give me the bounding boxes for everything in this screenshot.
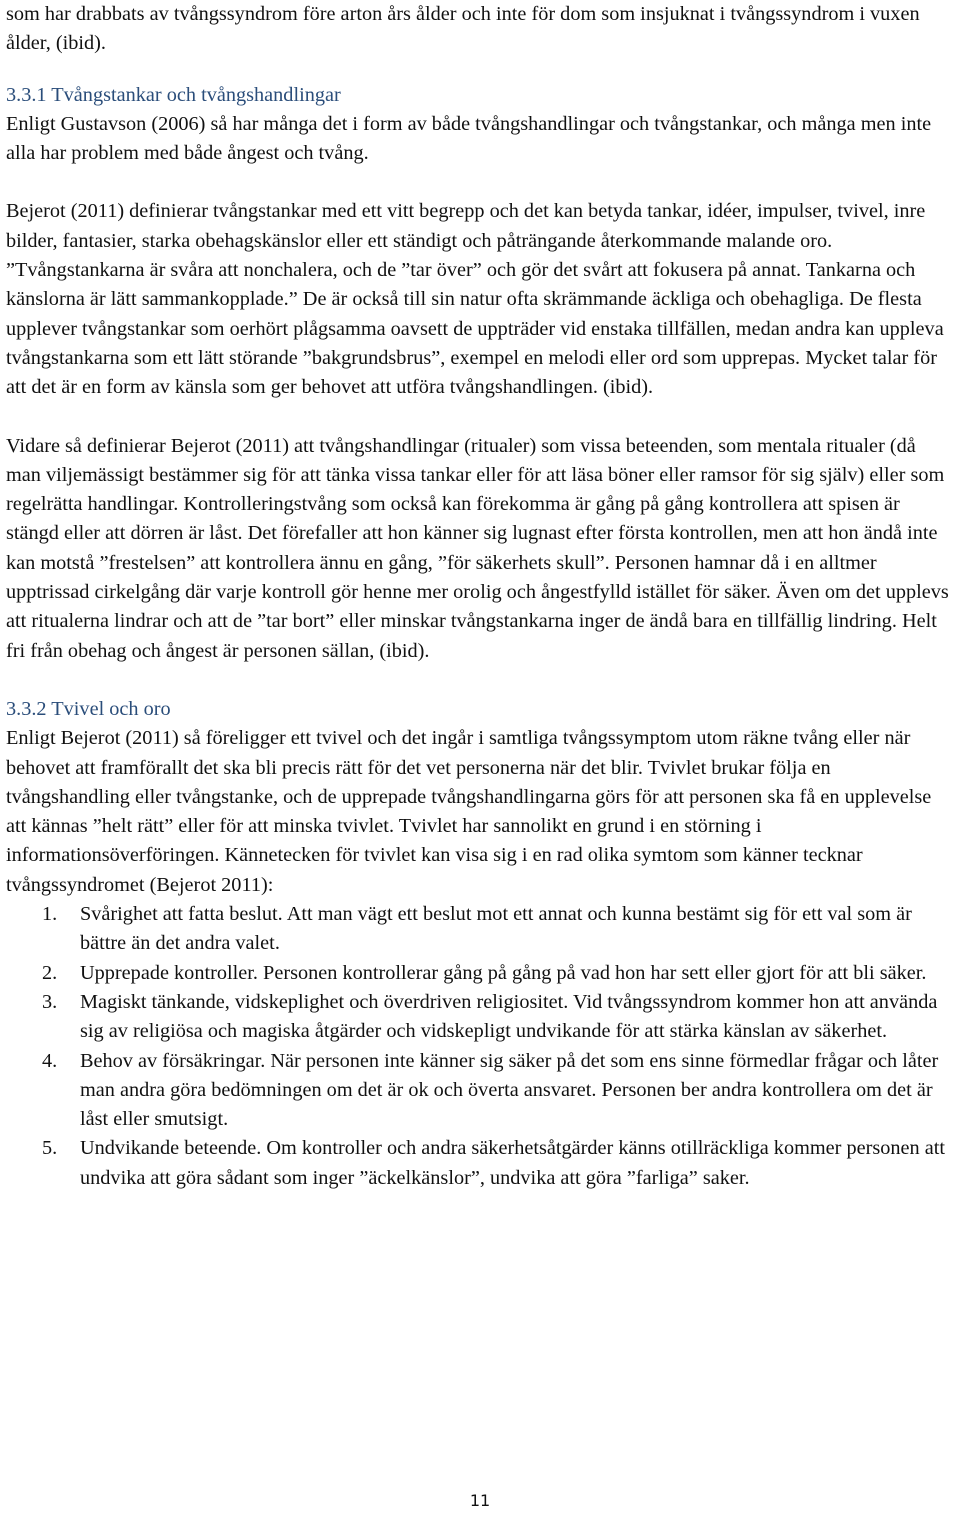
list-item-text: Magiskt tänkande, vidskeplighet och överdriven religiositet. Vid tvångssyndrom kommer hon att använda sig av religiösa och magiska åtgärder och vidskepligt undvikande för att stärka känslan av säkerhet.	[80, 990, 938, 1043]
list-item-text: Svårighet att fatta beslut. Att man vägt ett beslut mot ett annat och kunna bestämt sig för ett val som är bättre än det andra valet.	[80, 903, 912, 955]
paragraph-bejerot-tvangstankar: Bejerot (2011) definierar tvångstankar med ett vitt begrepp och det kan betyda tankar, idéer, impulser, tvivel, inre bilder, fantasier, starka obehagskänslor eller ett ständigt och påträngande återkommande malande oro. ”Tvångstankarna är svåra att nonchalera, och de ”tar över” och gör det svårt att fokusera på annat. Tankarna och känslorna är lätt sammankopplade.” De är också till sin natur ofta skrämmande äckliga och obehagliga. De flesta upplever tvångstankar som oerhört plågsamma oavsett de uppträder vid enstaka tillfällen, medan andra kan uppleva tvångstankarna som ett lätt störande ”bakgrundsbrus”, exempel en melodi eller ord som upprepas. Mycket talar för att det är en form av känsla som ger behovet att utföra tvångshandlingen. (ibid).	[6, 200, 944, 399]
section-heading-3-3-1: 3.3.1 Tvångstankar och tvångshandlingar	[6, 83, 341, 106]
list-item	[6, 1047, 954, 1135]
list-item	[6, 988, 954, 1047]
symptom-list	[6, 900, 954, 1193]
section-heading-3-3-2: 3.3.2 Tvivel och oro	[6, 697, 171, 720]
list-item-text: Behov av försäkringar. När personen inte känner sig säker på det som ens sinne förmedlar frågar och låter man andra göra bedömningen om det är ok och överta ansvaret. Personen ber andra kontrollera om det är låst eller smutsigt.	[80, 1049, 939, 1131]
document-page	[6, 0, 954, 1193]
intro-paragraph: som har drabbats av tvångssyndrom före arton års ålder och inte för dom som insjuknat i tvångssyndrom i vuxen ålder, (ibid).	[6, 3, 920, 55]
list-number: 3.	[42, 990, 58, 1013]
list-number: 2.	[42, 961, 58, 984]
list-item-text: Undvikande beteende. Om kontroller och andra säkerhetsåtgärder känns otillräckliga kommer personen att undvika att göra sådant som inger ”äckelkänslor”, undvika att göra ”farliga” saker.	[80, 1137, 946, 1189]
list-number: 5.	[42, 1137, 58, 1160]
list-item	[6, 900, 954, 959]
page-number: 11	[469, 1491, 491, 1510]
list-item-text: Upprepade kontroller. Personen kontrollerar gång på gång på vad hon har sett eller gjort för att bli säker.	[80, 961, 927, 984]
list-item	[6, 1134, 954, 1193]
list-item	[6, 959, 954, 988]
list-number: 4.	[42, 1049, 58, 1072]
list-number: 1.	[42, 903, 58, 926]
paragraph-gustavson: Enligt Gustavson (2006) så har många det i form av både tvångshandlingar och tvångstankar, och många men inte alla har problem med både ångest och tvång.	[6, 112, 932, 165]
paragraph-tvivel: Enligt Bejerot (2011) så föreligger ett tvivel och det ingår i samtliga tvångssymptom utom räkne tvång eller när behovet att framförallt det ska bli precis rätt för det vet personerna när det blir. Tvivlet brukar följa en tvångshandling eller tvångstanke, och de upprepade tvångshandlingarna görs för att personen ska få en upplevelse att kännas ”helt rätt” eller för att minska tvivlet. Tvivlet har sannolikt en grund i en störning i informationsöverföringen. Kännetecken för tvivlet kan visa sig i en rad olika symtom som känner tecknar tvångssyndromet (Bejerot 2011):	[6, 727, 932, 896]
paragraph-tvangshandlingar: Vidare så definierar Bejerot (2011) att tvångshandlingar (ritualer) som vissa beteenden, som mentala ritualer (då man viljemässigt bestämmer sig för att tänka vissa tankar eller för att läsa böner eller ramsor för sig själv) eller som regelrätta handlingar. Kontrolleringstvång som också kan förekomma är gång på gång kontrollera att spisen är stängd eller att dörren är låst. Det förefaller att hon känner sig lugnast efter första kontrollen, men att hon ändå inte kan motstå ”frestelsen” att kontrollera ännu en gång, ”för säkerhets skull”. Personen hamnar då i en alltmer upptrissad cirkelgång där varje kontroll gör henne mer orolig och ångestfylld istället för säker. Även om det upplevs att ritualerna lindrar och att de ”tar bort” eller minskar tvångstankarna inger de ändå bara en tillfällig lindring. Helt fri från obehag och ångest är personen sällan, (ibid).	[6, 434, 949, 662]
